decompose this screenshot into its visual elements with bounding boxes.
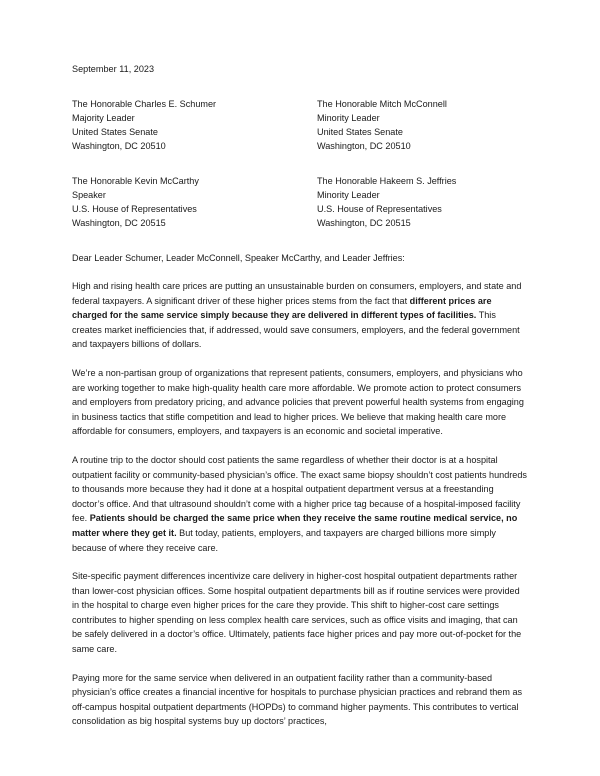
paragraph-3-text-b: But today, patients, employers, and taxpayers are charged billions more simply because of where they receive care. [72, 527, 496, 553]
recipient-mccarthy [72, 174, 317, 230]
letter-body [72, 62, 528, 729]
paragraph-1 [72, 279, 528, 352]
recipient-line: The Honorable Hakeem S. Jeffries [317, 176, 457, 186]
recipient-line: Washington, DC 20515 [72, 218, 166, 228]
recipient-block-house [72, 174, 528, 230]
paragraph-3 [72, 453, 528, 555]
recipient-line: Washington, DC 20510 [317, 141, 411, 151]
recipient-block-senate [72, 97, 528, 153]
paragraph-1-text-b: This creates market inefficiencies that, if addressed, would save consumers, employers, and the federal government and taxpayers billions of dollars. [72, 310, 520, 350]
recipient-line: Minority Leader [317, 113, 380, 123]
recipient-line: United States Senate [72, 127, 158, 137]
paragraph-3-emphasis: Patients should be charged the same price when they receive the same routine medical service, no matter where they get it. [72, 513, 518, 538]
recipient-line: U.S. House of Representatives [317, 204, 442, 214]
paragraph-3-text-a: A routine trip to the doctor should cost patients the same regardless of whether their doctor is at a hospital outpatient facility or community-based physician’s office. The exact same biopsy shouldn’t cost patients hundreds to thousands more because they had it done at a hospital outpatient department versus at a freestanding doctor’s office. And that ultrasound shouldn’t come with a higher price tag because of a hospital-imposed facility fee. [72, 454, 527, 524]
recipient-line: Minority Leader [317, 190, 380, 200]
recipient-mcconnell [317, 97, 528, 153]
recipient-line: The Honorable Kevin McCarthy [72, 176, 199, 186]
recipient-schumer [72, 97, 317, 153]
recipient-line: Speaker [72, 190, 106, 200]
recipient-line: United States Senate [317, 127, 403, 137]
letter-salutation: Dear Leader Schumer, Leader McConnell, Speaker McCarthy, and Leader Jeffries: [72, 253, 405, 263]
letter-date: September 11, 2023 [72, 64, 155, 74]
paragraph-4: Site-specific payment differences incentivize care delivery in higher-cost hospital outpatient departments rather than lower-cost physician offices. Some hospital outpatient departments bill as if routine services were provided in the hospital to charge even higher prices for the care they provide. This shift to higher-cost care settings contributes to higher spending on less complex health care services, such as office visits and imaging, that can be safely delivered in a doctor’s office. Ultimately, patients face higher prices and pay more out-of-pocket for the same care. [72, 571, 522, 655]
paragraph-5: Paying more for the same service when delivered in an outpatient facility rather than a community-based physician’s office creates a financial incentive for hospitals to purchase physician practices and rebrand them as off-campus hospital outpatient departments (HOPDs) to command higher payments. This contributes to vertical consolidation as big hospital systems buy up doctors’ practices, [72, 672, 523, 727]
paragraph-1-emphasis: different prices are charged for the same service simply because they are delivered in different types of facilities. [72, 295, 492, 321]
recipient-line: U.S. House of Representatives [72, 204, 197, 214]
recipient-line: Majority Leader [72, 113, 135, 123]
recipient-line: The Honorable Charles E. Schumer [72, 99, 217, 109]
paragraph-2: We’re a non-partisan group of organizations that represent patients, consumers, employers, and physicians who are working together to make high-quality health care more affordable. We promote action to protect consumers and employers from predatory pricing, and advance policies that prevent powerful health systems from engaging in business tactics that stifle competition and lead to higher prices. We believe that making health care more affordable for consumers, employers, and taxpayers is an economic and societal imperative. [72, 367, 524, 437]
recipient-line: Washington, DC 20510 [72, 141, 166, 151]
recipient-jeffries [317, 174, 528, 230]
paragraph-1-text-a: High and rising health care prices are putting an unsustainable burden on consumers, employers, and state and federal taxpayers. A significant driver of these higher prices stems from the fact that [72, 281, 522, 306]
recipient-line: Washington, DC 20515 [317, 218, 411, 228]
recipient-line: The Honorable Mitch McConnell [317, 99, 447, 109]
